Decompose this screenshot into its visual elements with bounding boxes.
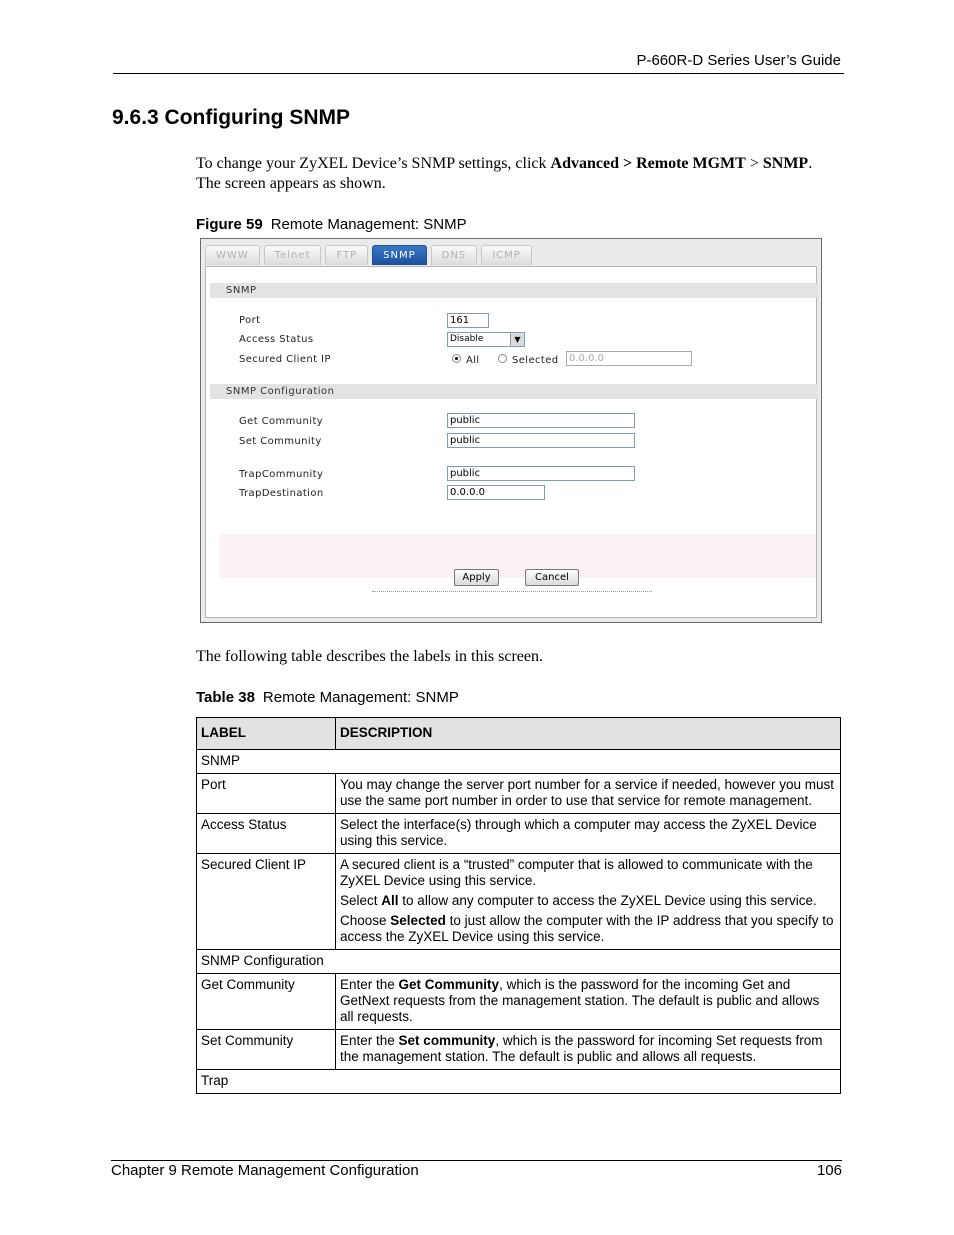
intro-bold-snmp: SNMP	[762, 155, 809, 172]
desc-bold: Get Community	[398, 977, 500, 992]
table-row	[197, 1070, 841, 1094]
apply-button[interactable]: Apply	[454, 569, 499, 586]
set-community-label: Set Community	[239, 436, 322, 447]
snmp-section-bar: SNMP	[210, 283, 818, 298]
desc-text: , which is the password for incoming Set requests from the management station. The default is public and allows all requests.	[340, 1033, 823, 1064]
desc-bold: Selected	[390, 913, 446, 928]
intro-text-3: . The screen appears as shown.	[196, 155, 813, 192]
intro-paragraph	[196, 154, 816, 194]
page-number: 106	[816, 1162, 842, 1179]
desc-text: to just allow the computer with the IP address that you specify to access the ZyXEL Device using this service.	[340, 913, 834, 944]
radio-all[interactable]	[452, 354, 461, 363]
cancel-button[interactable]: Cancel	[525, 569, 579, 586]
desc-paragraph	[340, 913, 836, 945]
radio-selected[interactable]	[498, 354, 507, 363]
desc-bold: Set community	[398, 1033, 496, 1048]
row-description	[336, 1030, 841, 1070]
footer-rule	[111, 1160, 842, 1161]
figure-caption	[196, 216, 467, 233]
desc-text: Choose	[340, 913, 391, 928]
port-label: Port	[239, 315, 261, 326]
header-rule	[113, 73, 844, 74]
table-title: Remote Management: SNMP	[262, 689, 459, 706]
trap-destination-label: TrapDestination	[239, 488, 324, 499]
access-status-select[interactable]	[447, 332, 525, 347]
intro-text-1: To change your ZyXEL Device’s SNMP settings, click	[196, 155, 551, 172]
desc-text: Select	[340, 893, 382, 908]
tab-dns[interactable]: DNS	[431, 245, 478, 265]
snmp-screenshot	[200, 238, 822, 623]
table-caption	[196, 689, 459, 706]
access-status-label: Access Status	[239, 334, 314, 345]
table-header-row	[197, 718, 841, 750]
trap-community-label: TrapCommunity	[239, 469, 324, 480]
table-row	[197, 774, 841, 814]
desc-text: Enter the	[340, 1033, 399, 1048]
get-community-input[interactable]: public	[447, 413, 635, 428]
chevron-down-icon: ▼	[510, 333, 524, 346]
row-description	[336, 974, 841, 1030]
table-row	[197, 750, 841, 774]
radio-all-label: All	[466, 355, 480, 366]
get-community-label: Get Community	[239, 416, 324, 427]
tab-icmp[interactable]: ICMP	[481, 245, 532, 265]
row-description: You may change the server port number for a service if needed, however you must use the same port number in order to use that service for remote management.	[336, 774, 841, 814]
table-row	[197, 1030, 841, 1070]
tab-snmp[interactable]: SNMP	[372, 245, 427, 265]
table-intro-text: The following table describes the labels in this screen.	[196, 648, 544, 665]
intro-bold-path: Advanced > Remote MGMT	[550, 155, 746, 172]
section-row-snmp: SNMP	[197, 750, 841, 774]
section-row-snmp-configuration: SNMP Configuration	[197, 950, 841, 974]
section-title: 9.6.3 Configuring SNMP	[112, 106, 351, 129]
header-description: DESCRIPTION	[336, 718, 841, 750]
tab-www[interactable]: WWW	[205, 245, 260, 265]
access-status-value: Disable	[450, 334, 484, 344]
figure-title: Remote Management: SNMP	[270, 216, 467, 233]
desc-bold: All	[381, 893, 399, 908]
description-table	[196, 717, 841, 1094]
header-label: LABEL	[197, 718, 336, 750]
tab-telnet[interactable]: Telnet	[264, 245, 322, 265]
snmp-config-section-bar: SNMP Configuration	[210, 384, 818, 399]
desc-text: , which is the password for the incoming Get and GetNext requests from the management station. The default is public and allows all requests.	[340, 977, 820, 1024]
desc-paragraph	[340, 893, 836, 909]
table-row	[197, 854, 841, 950]
row-label: Get Community	[197, 974, 336, 1030]
set-community-input[interactable]: public	[447, 433, 635, 448]
trap-community-input[interactable]: public	[447, 466, 635, 481]
snmp-panel	[205, 266, 817, 618]
tab-ftp[interactable]: FTP	[325, 245, 368, 265]
tab-bar	[205, 245, 532, 265]
section-row-trap: Trap	[197, 1070, 841, 1094]
message-area	[219, 534, 816, 578]
table-row	[197, 814, 841, 854]
row-label: Secured Client IP	[197, 854, 336, 950]
figure-number: Figure 59	[196, 216, 263, 233]
radio-selected-label: Selected	[512, 355, 559, 366]
footer-chapter: Chapter 9 Remote Management Configuration	[111, 1162, 419, 1179]
desc-text: to allow any computer to access the ZyXEL Device using this service.	[398, 893, 817, 908]
selected-ip-input[interactable]: 0.0.0.0	[566, 351, 692, 366]
desc-text: Enter the	[340, 977, 399, 992]
row-description: Select the interface(s) through which a computer may access the ZyXEL Device using this service.	[336, 814, 841, 854]
table-number: Table 38	[196, 689, 255, 706]
port-input[interactable]: 161	[447, 313, 489, 328]
running-header: P-660R-D Series User’s Guide	[636, 52, 841, 69]
dotted-divider	[372, 591, 652, 592]
table-row	[197, 950, 841, 974]
row-label: Access Status	[197, 814, 336, 854]
trap-destination-input[interactable]: 0.0.0.0	[447, 485, 545, 500]
desc-paragraph: A secured client is a “trusted” computer that is allowed to communicate with the ZyXEL Device using this service.	[340, 857, 813, 888]
table-row	[197, 974, 841, 1030]
secured-client-ip-label: Secured Client IP	[239, 354, 331, 365]
row-label: Port	[197, 774, 336, 814]
row-label: Set Community	[197, 1030, 336, 1070]
intro-text-2: >	[745, 155, 763, 172]
row-description	[336, 854, 841, 950]
